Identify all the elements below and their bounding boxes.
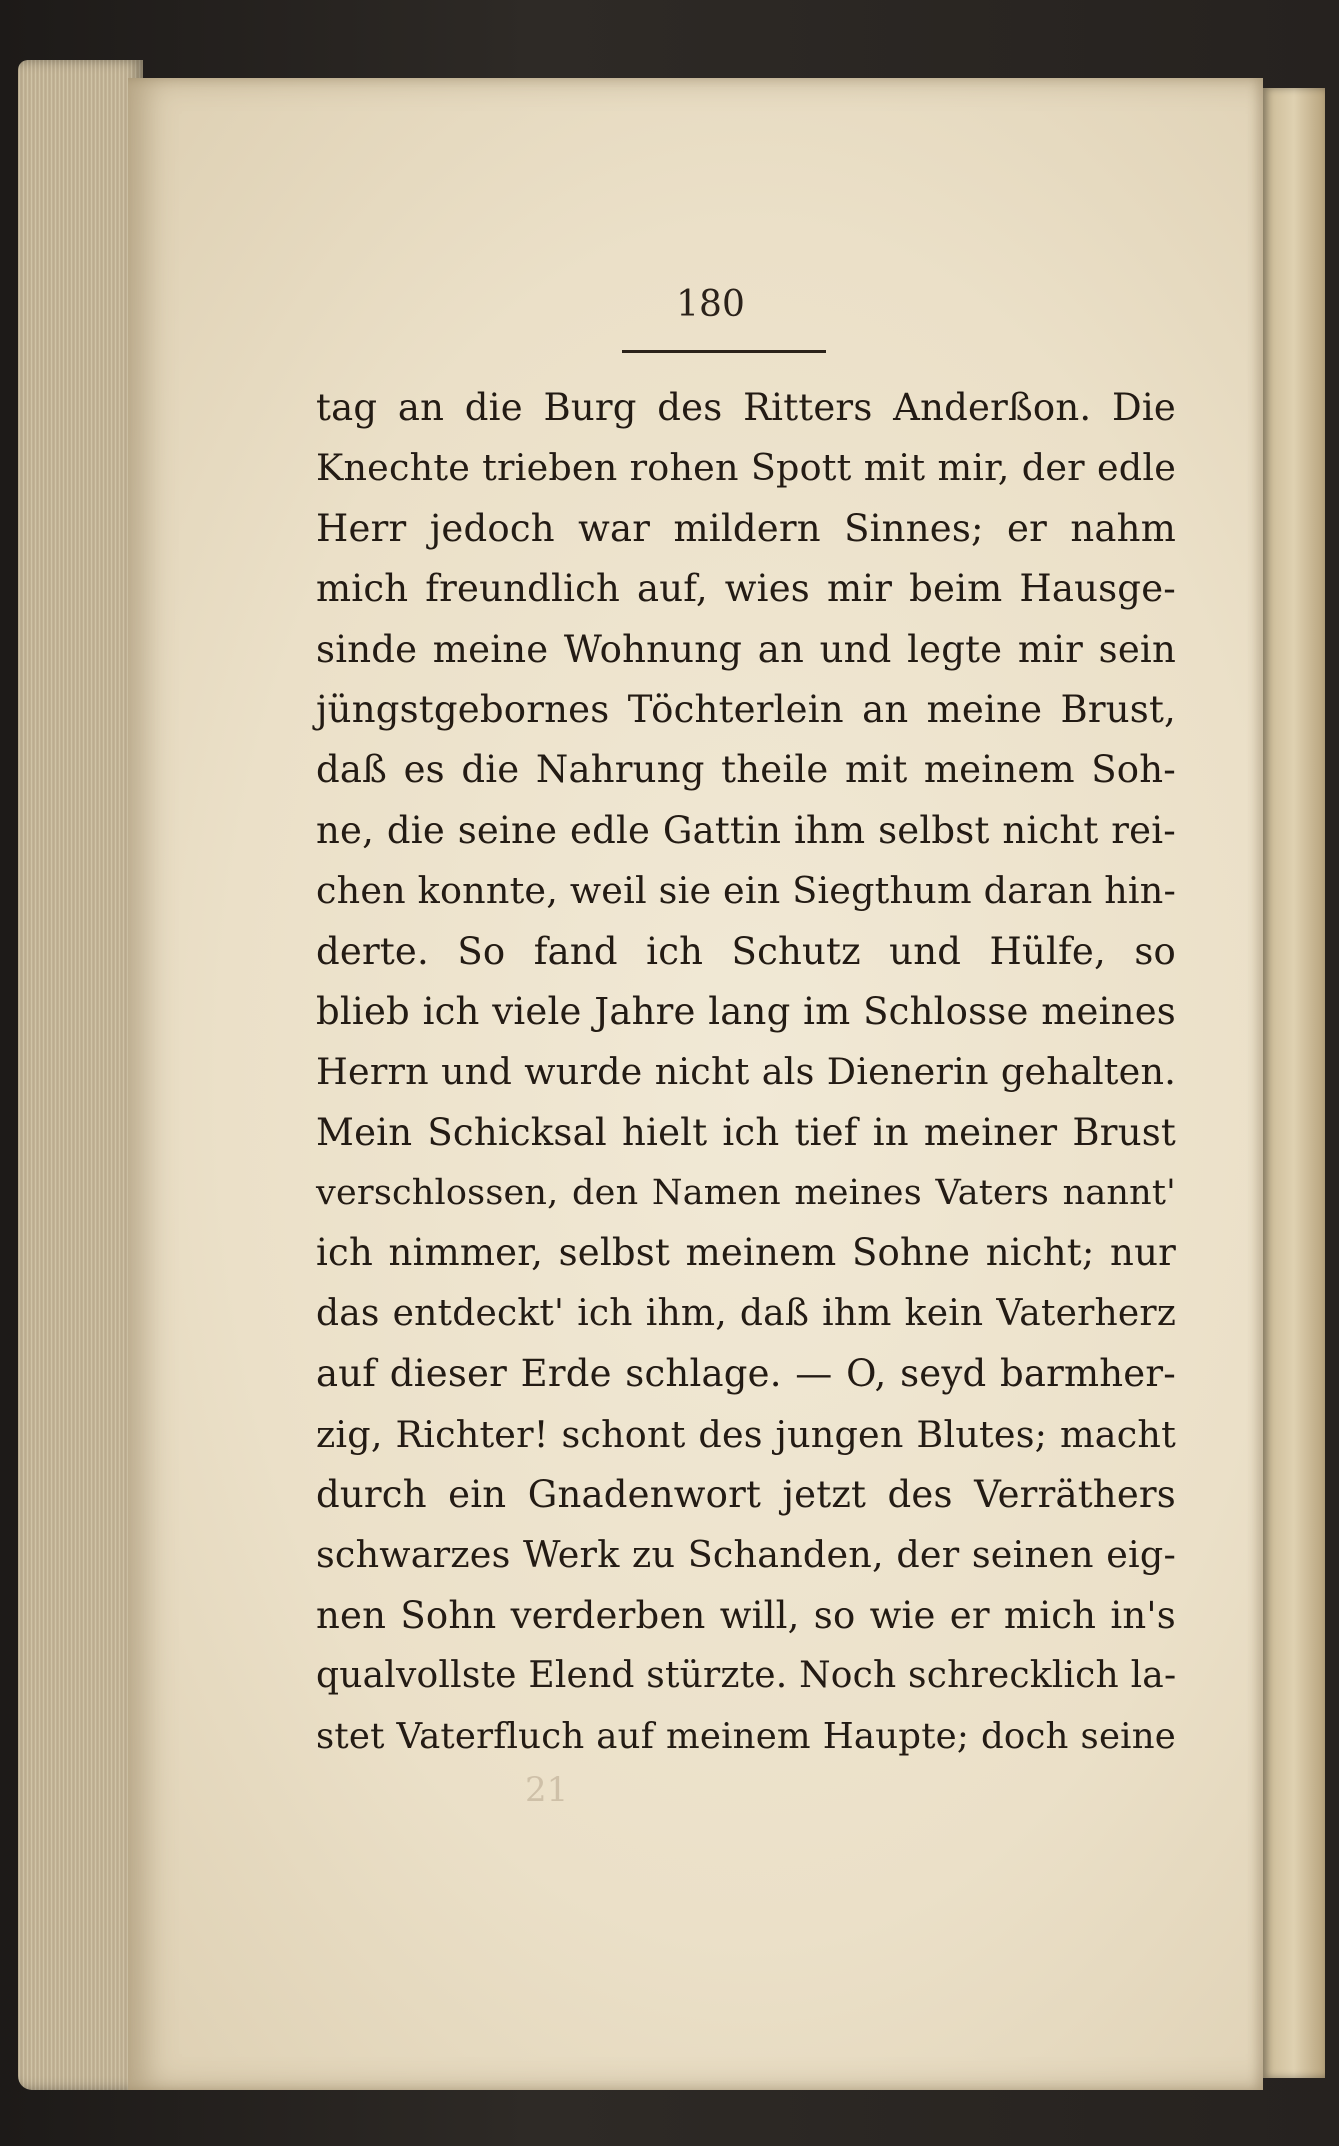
text-line: sinde meine Wohnung an und legte mir sein — [316, 627, 1176, 671]
text-line: nen Sohn verderben will, so wie er mich in's — [316, 1593, 1176, 1637]
text-line: daß es die Nahrung theile mit meinem Soh- — [316, 748, 1176, 792]
text-line: Mein Schicksal hielt ich tief in meiner Brust — [316, 1110, 1176, 1154]
facing-page-edge — [1263, 88, 1325, 2078]
text-line: ich nimmer, selbst meinem Sohne nicht; nur — [316, 1231, 1176, 1275]
text-line: jüngstgebornes Töchterlein an meine Brust, — [316, 687, 1176, 731]
body-text — [316, 378, 1176, 1767]
book-fore-edge — [18, 60, 143, 2090]
text-line: derte. So fand ich Schutz und Hülfe, so — [316, 929, 1176, 973]
text-line: chen konnte, weil sie ein Siegthum daran hin- — [316, 869, 1177, 913]
text-line: das entdeckt' ich ihm, daß ihm kein Vaterherz — [316, 1292, 1176, 1334]
text-line: tag an die Burg des Ritters Anderßon. Die — [316, 386, 1176, 429]
text-line: Knechte trieben rohen Spott mit mir, der edle — [316, 446, 1176, 490]
text-line: stet Vaterfluch auf meinem Haupte; doch seine — [316, 1715, 1176, 1757]
text-line: mich freundlich auf, wies mir beim Hausge- — [316, 567, 1176, 611]
text-line: durch ein Gnadenwort jetzt des Verräthers — [316, 1473, 1176, 1517]
bleed-through-text: 21 — [525, 1770, 569, 1810]
page-number: 180 — [676, 284, 745, 325]
text-line: qualvollste Elend stürzte. Noch schrecklich la- — [316, 1655, 1177, 1697]
text-line: blieb ich viele Jahre lang im Schlosse meines — [316, 989, 1176, 1033]
header-rule — [622, 350, 826, 353]
text-line: auf dieser Erde schlage. — O, seyd barmher- — [316, 1352, 1176, 1396]
text-line: Herr jedoch war mildern Sinnes; er nahm — [316, 506, 1176, 550]
text-line: zig, Richter! schont des jungen Blutes; macht — [316, 1412, 1176, 1456]
text-line: ne, die seine edle Gattin ihm selbst nicht rei- — [316, 808, 1176, 852]
text-line: schwarzes Werk zu Schanden, der seinen eig- — [316, 1533, 1176, 1577]
text-line: Herrn und wurde nicht als Dienerin gehalten. — [316, 1050, 1176, 1094]
text-line: verschlossen, den Namen meines Vaters nannt' — [316, 1173, 1176, 1214]
